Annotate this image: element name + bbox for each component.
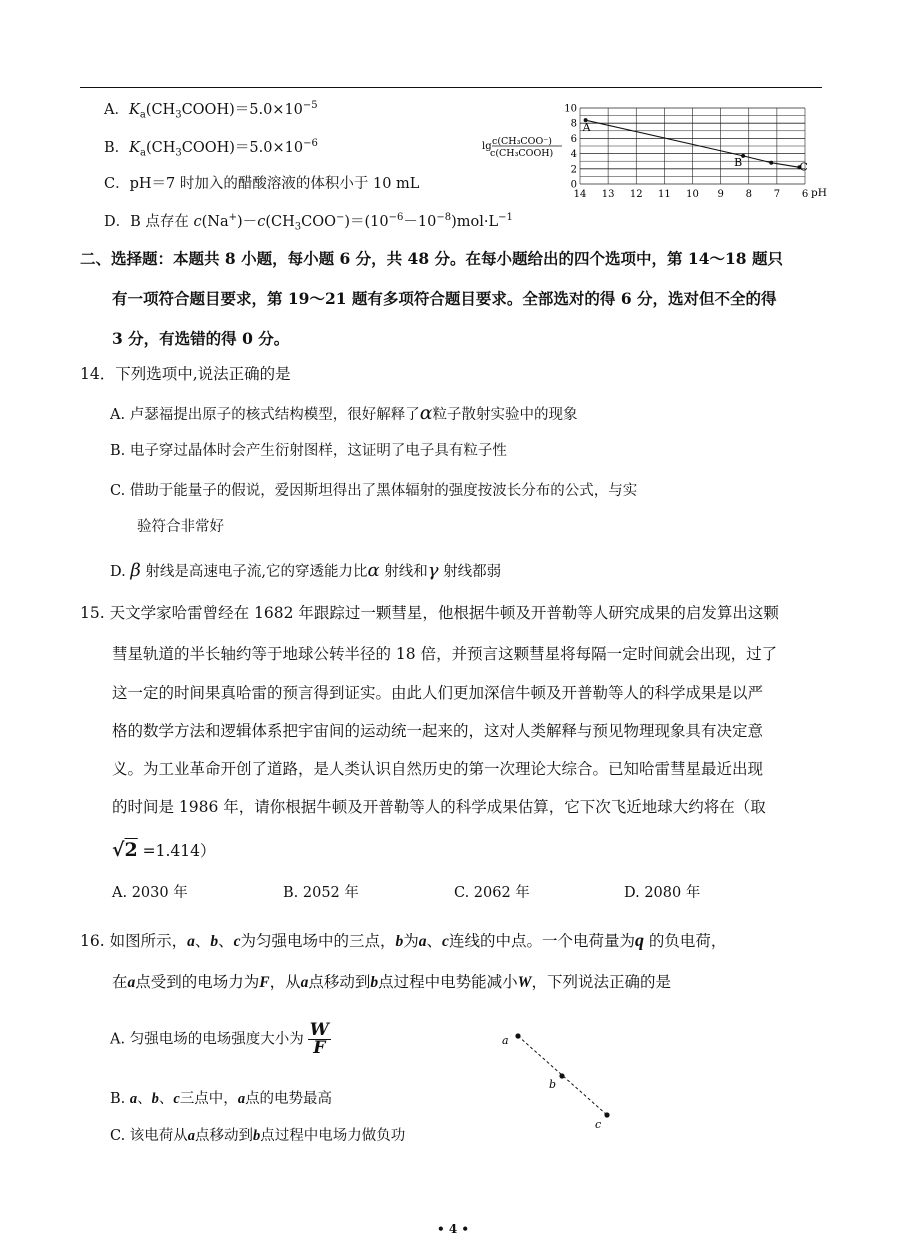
- chart-y-ticks: [564, 104, 577, 191]
- q16-fraction-w-over-f: $\frac{W}{F}$: [309, 1020, 329, 1058]
- q16-point-a: [515, 1033, 520, 1038]
- chart-x-tick-label: 14: [573, 189, 587, 200]
- q14-option-a: A. 卢瑟福提出原子的核式结构模型，很好解释了α粒子散射实验中的现象: [110, 402, 578, 424]
- q15-line6: 的时间是 1986 年，请你根据牛顿及开普勒等人的科学成果估算，它下次飞近地球大约将在（取: [112, 798, 766, 816]
- q14-option-b: B. 电子穿过晶体时会产生衍射图样，这证明了电子具有粒子性: [110, 443, 507, 459]
- chart-y-tick-label: 2: [570, 164, 577, 176]
- q15-line5: 义。为工业革命开创了道路，是人类认识自然历史的第一次理论大综合。已知哈雷彗星最近出现: [112, 760, 764, 778]
- chart-y-tick-label: 8: [570, 118, 577, 130]
- q16-label-c: c: [595, 1118, 602, 1131]
- chart-ylabel-bottom: c(CH₃COOH): [490, 148, 554, 159]
- q15-line2: 彗星轨道的半长轴约等于地球公转半径的 18 倍，并预言这颗彗星将每隔一定时间就会出现，过了: [112, 645, 778, 663]
- chart-x-tick-label: 11: [658, 189, 671, 200]
- q15-line1: 15. 天文学家哈雷曾经在 1682 年跟踪过一颗彗星，他根据牛顿及开普勒等人研究成果的启发算出这颗: [80, 604, 779, 622]
- chart-y-tick-label: 4: [570, 149, 577, 161]
- section2-line2: 有一项符合题目要求，第 19～21 题有多项符合题目要求。全部选对的得 6 分，选对但不全的得: [112, 289, 777, 308]
- chart-y-tick-label: 6: [570, 133, 577, 145]
- chart-point-label: A: [582, 121, 591, 135]
- section2-line1: 二、选择题：本题共 8 小题，每小题 6 分，共 48 分。在每小题给出的四个选项中，第 14～18 题只: [80, 249, 783, 268]
- chart-xlabel: pH: [811, 187, 827, 199]
- q16-label-a: a: [502, 1034, 509, 1047]
- q16-point-c: [604, 1112, 609, 1117]
- q15-sqrt-note: √2 =1.414）: [112, 839, 216, 861]
- q15-line3: 这一定的时间果真哈雷的预言得到证实。由此人们更加深信牛顿及开普勒等人的科学成果是以严: [112, 684, 764, 702]
- q16-field-figure: [495, 1025, 625, 1135]
- chart-x-tick-label: 9: [717, 189, 724, 200]
- chart-ylabel-top: c(CH₃COO⁻): [492, 136, 552, 147]
- q14-stem: 14．下列选项中,说法正确的是: [80, 365, 291, 383]
- page-number: • 4 •: [437, 1222, 470, 1236]
- q16-point-b: [559, 1073, 564, 1078]
- chart-x-tick-label: 7: [773, 189, 781, 200]
- q16-line2: 在a点受到的电场力为F，从a点移动到b点过程中电势能减小W，下列说法正确的是: [112, 973, 671, 991]
- q16-label-b: b: [549, 1078, 557, 1091]
- chart-point: [769, 161, 773, 165]
- chart-y-tick-label: 10: [564, 103, 577, 115]
- q14-option-c-line1: C. 借助于能量子的假说，爱因斯坦得出了黑体辐射的强度按波长分布的公式，与实: [110, 483, 638, 499]
- q15-option-d: D. 2080 年: [624, 885, 701, 901]
- chart-x-tick-label: 13: [601, 189, 615, 200]
- q13-option-c: C．pH＝7 时加入的醋酸溶液的体积小于 10 mL: [104, 176, 420, 192]
- top-rule: [80, 87, 822, 88]
- q16-option-b: B. a、b、c三点中，a点的电势最高: [110, 1091, 333, 1107]
- q13-option-a: A．$K_a(CH_3COOH)=5.0\times 10^{-5}$: [104, 100, 318, 121]
- q16-option-a: A. 匀强电场的电场强度大小为 $\frac{W}{F}$: [110, 1020, 329, 1058]
- q16-option-c: C. 该电荷从a点移动到b点过程中电场力做负功: [110, 1128, 406, 1144]
- q15-option-a: A. 2030 年: [112, 885, 188, 901]
- chart-ylabel-prefix: lg: [482, 141, 492, 152]
- q14-option-d: D. β 射线是高速电子流,它的穿透能力比α 射线和γ 射线都弱: [110, 560, 502, 581]
- chart-x-ticks: [574, 189, 809, 200]
- q15-option-c: C. 2062 年: [454, 885, 530, 901]
- q14-option-c-line2: 验符合非常好: [137, 519, 224, 535]
- chart-grid: [580, 108, 808, 184]
- ph-log-ratio-chart: [480, 100, 830, 200]
- chart-x-tick-label: 10: [686, 189, 699, 200]
- chart-series: [582, 118, 808, 173]
- chart-y-tick-label: 0: [570, 179, 577, 191]
- chart-x-tick-label: 6: [801, 189, 809, 200]
- q15-line4: 格的数学方法和逻辑体系把宇宙间的运动统一起来的，这对人类解释与预见物理现象具有决定意: [112, 722, 764, 740]
- q13-option-b: B．$K_a(CH_3COOH)=5.0\times 10^{-6}$: [104, 138, 318, 159]
- q16-line1: 16. 如图所示，a、b、c为匀强电场中的三点，b为a、c连线的中点。一个电荷量为q 的负电荷，: [80, 930, 727, 950]
- q13-option-d: D．B 点存在 $c(Na^+)-c(CH_3COO^-)=(10^{-6}-10^{-8})mol\cdot L^{-1}$: [104, 212, 513, 233]
- section2-line3: 3 分，有选错的得 0 分。: [112, 329, 290, 348]
- chart-x-tick-label: 8: [745, 189, 752, 200]
- chart-point-label: C: [799, 160, 808, 174]
- chart-x-tick-label: 12: [629, 189, 643, 200]
- chart-point-label: B: [734, 155, 743, 169]
- q15-option-b: B. 2052 年: [283, 885, 359, 901]
